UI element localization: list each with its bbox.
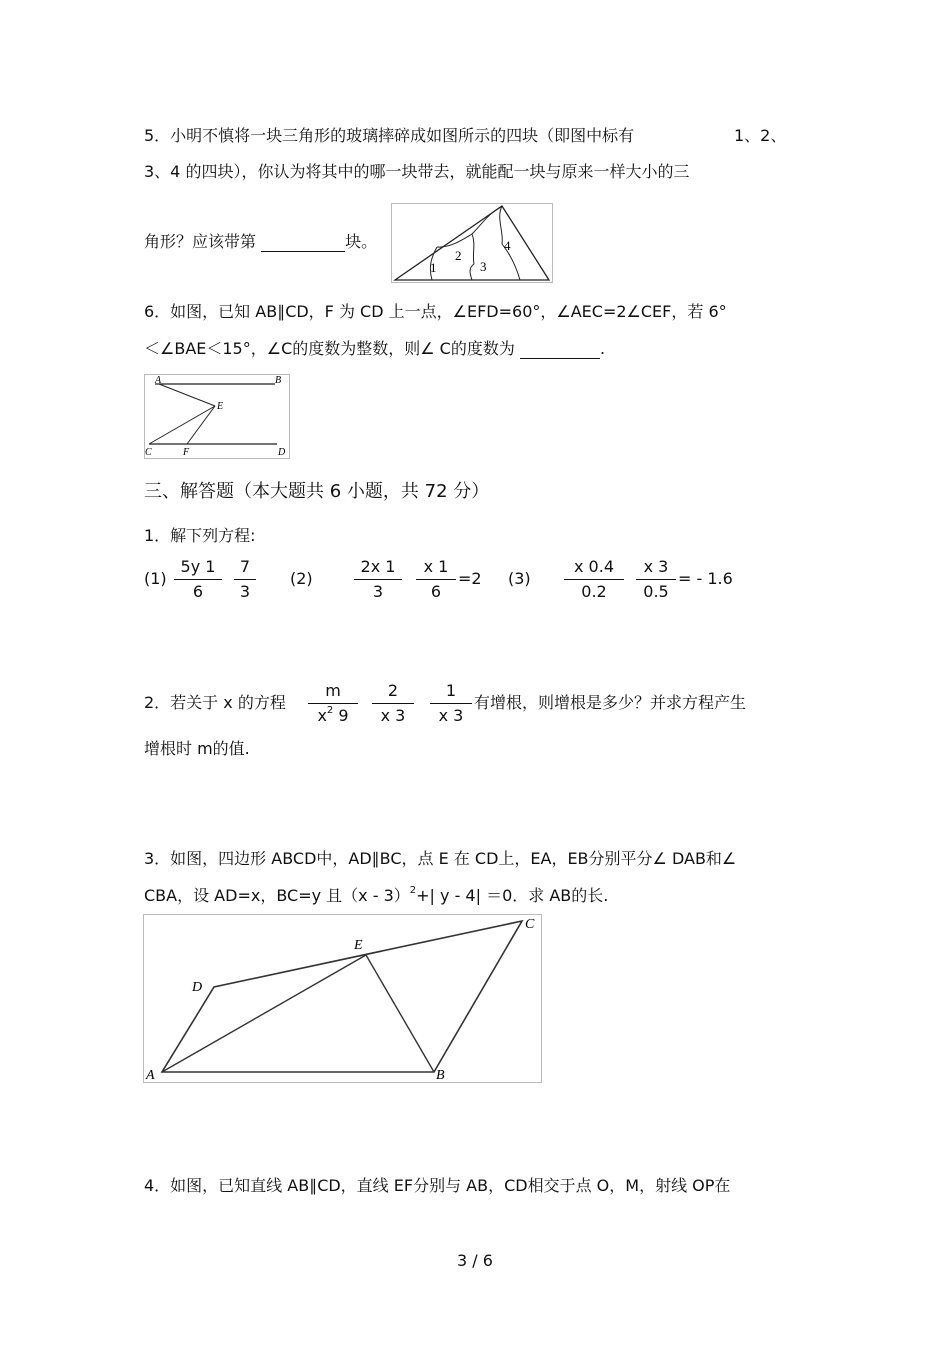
q5-line3	[144, 231, 377, 252]
a3-line2-sup: 2	[409, 885, 417, 896]
a1-p3-f2-num: x 3	[643, 557, 669, 576]
a2-f2-num: 2	[387, 681, 399, 700]
a2-fraction-3	[430, 681, 472, 726]
q5-figure-broken-triangle	[391, 203, 553, 283]
a1-p2-fraction-1	[354, 557, 402, 602]
a1-p3-label: (3)	[508, 569, 531, 588]
a3-line1: 3．如图，四边形 ABCD中，AD∥BC，点 E 在 CD上，EA，EB分别平分∠ DAB和∠	[144, 849, 737, 868]
a1-p1-f1-den: 6	[192, 582, 204, 601]
a1-p3-fraction-2	[636, 557, 676, 602]
q5-line3-b: 块。	[345, 232, 378, 251]
q5-line2: 3、4 的四块），你认为将其中的哪一块带去，就能配一块与原来一样大小的三	[144, 162, 690, 181]
q6-fig-label-f: F	[183, 447, 190, 458]
a1-p2-rhs: =2	[458, 569, 482, 588]
q5-fig-label-2: 2	[455, 248, 462, 263]
a1-p1-fraction-1	[174, 557, 222, 602]
q6-fig-label-c: C	[145, 447, 152, 458]
q5-line1-tail: 1、2、	[734, 126, 787, 145]
a2-f3-num: 1	[445, 681, 457, 700]
q6-line2	[144, 338, 605, 359]
q6-fig-label-b: B	[275, 375, 282, 386]
a1-p2-f2-den: 6	[430, 582, 442, 601]
a2-prefix: 2．若关于 x 的方程	[144, 693, 286, 712]
a3-fig-label-d: D	[192, 980, 203, 995]
a1-p2-label: (2)	[290, 569, 313, 588]
a3-figure-quadrilateral	[143, 914, 542, 1083]
q6-line1: 6．如图，已知 AB∥CD，F 为 CD 上一点，∠EFD=60°，∠AEC=2∠CEF，若 6°	[144, 302, 727, 321]
page-number: 3 / 6	[457, 1251, 493, 1270]
a3-fig-label-e: E	[354, 938, 363, 953]
q5-answer-blank	[261, 231, 345, 252]
a2-f3-den: x 3	[438, 706, 464, 725]
a2-fraction-2	[372, 681, 414, 726]
q5-line1	[144, 126, 634, 146]
q5-fig-label-1: 1	[430, 260, 437, 275]
a1-title: 1．解下列方程:	[144, 526, 256, 545]
a1-p3-f2-den: 0.5	[643, 582, 669, 601]
a2-line2: 增根时 m的值.	[144, 739, 250, 758]
q5-fig-label-3: 3	[480, 259, 487, 274]
a1-p3-f1-den: 0.2	[581, 582, 607, 601]
a3-line2-a: CBA，设 AD=x，BC=y 且（x - 3）	[144, 886, 410, 905]
a3-fig-label-c: C	[525, 917, 535, 932]
a1-p1-f2-den: 3	[239, 582, 251, 601]
a2-fraction-1	[308, 681, 358, 729]
a1-p1-fraction-2	[234, 557, 256, 602]
a2-f2-den: x 3	[380, 706, 406, 725]
q6-figure	[144, 374, 290, 459]
a3-line2-b: +| y - 4| ＝0．求 AB的长.	[416, 886, 609, 905]
a1-p3-f1-num: x 0.4	[574, 557, 614, 576]
a2-suffix: 有增根，则增根是多少？并求方程产生	[474, 693, 747, 712]
section-heading: 三、解答题（本大题共 6 小题，共 72 分）	[144, 481, 490, 502]
a2-f1-den: $x^2$ 9	[317, 705, 349, 725]
q5-line3-a: 角形？应该带第	[144, 232, 257, 251]
q6-line2-b: .	[599, 339, 606, 358]
a1-p1-label: (1)	[144, 569, 167, 588]
a1-p2-fraction-2	[416, 557, 456, 602]
a1-p1-f1-num: 5y 1	[180, 557, 216, 576]
a1-p3-rhs: = - 1.6	[678, 569, 733, 588]
q6-answer-blank	[520, 338, 600, 359]
a1-p1-f2-num: 7	[239, 557, 251, 576]
a3-fig-label-b: B	[436, 1068, 445, 1082]
q6-fig-label-a: A	[155, 375, 162, 386]
a1-p2-f2-num: x 1	[423, 557, 449, 576]
q6-fig-label-e: E	[217, 401, 224, 412]
q5-fig-label-4: 4	[504, 238, 511, 253]
a4-line1: 4．如图，已知直线 AB∥CD，直线 EF分别与 AB，CD相交于点 O，M，射线 OP在	[144, 1176, 731, 1195]
a3-fig-label-a: A	[146, 1068, 155, 1082]
q6-line2-a: ＜∠BAE＜15°，∠C的度数为整数，则∠ C的度数为	[144, 339, 515, 358]
a2-f1-num: m	[325, 681, 341, 700]
q5-line1-text: 5．小明不慎将一块三角形的玻璃摔碎成如图所示的四块（即图中标有	[144, 126, 635, 145]
q6-fig-label-d: D	[278, 447, 286, 458]
a3-line2	[144, 886, 608, 909]
a1-p2-f1-num: 2x 1	[360, 557, 396, 576]
a1-p3-fraction-1	[564, 557, 624, 602]
a1-p2-f1-den: 3	[372, 582, 384, 601]
